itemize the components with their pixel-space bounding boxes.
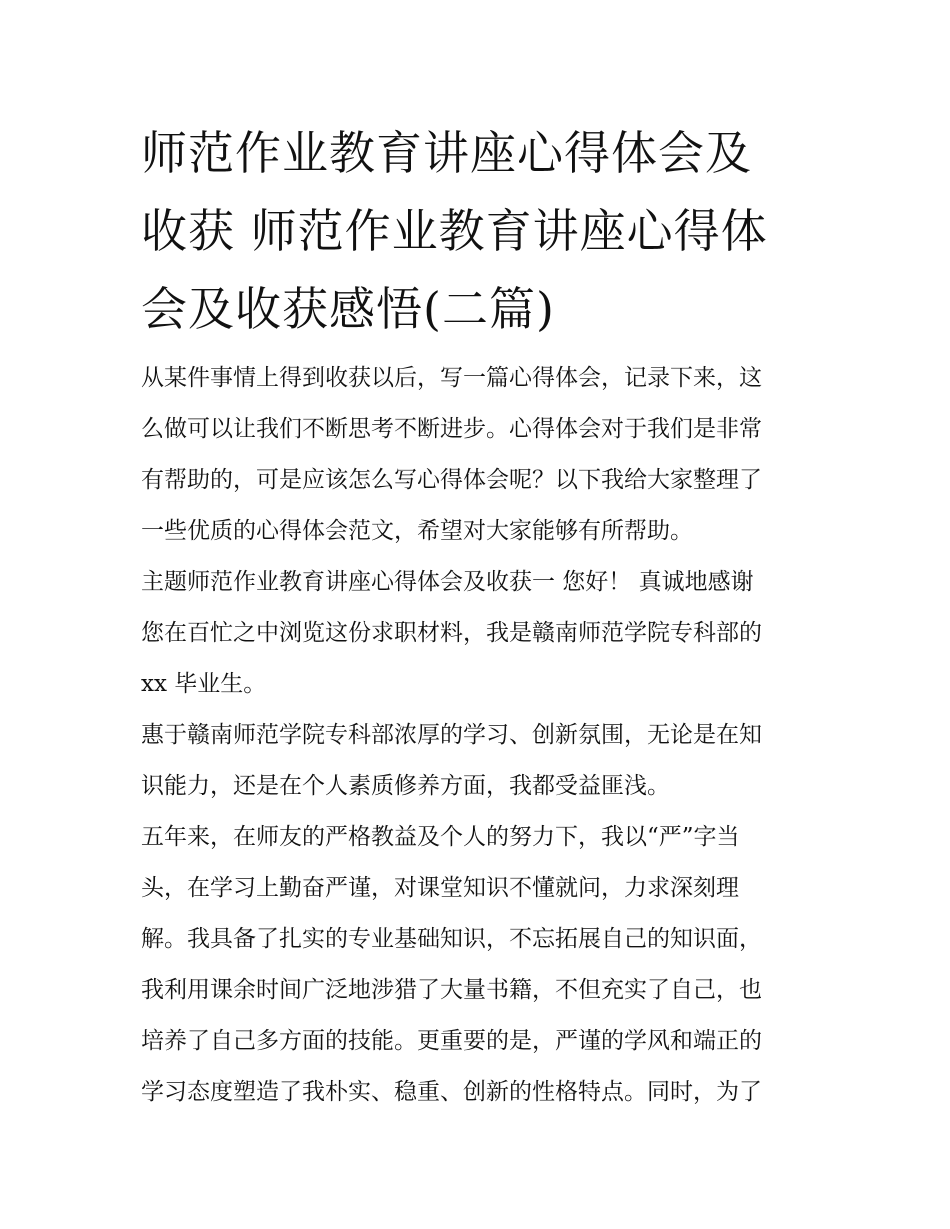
title-line: 师范作业教育讲座心得体会及 <box>141 126 752 180</box>
body-line: 我利用课余时间广泛地涉猎了大量书籍，不但充实了自己，也 <box>141 977 762 1003</box>
body-line: 惠于赣南师范学院专科部浓厚的学习、创新氛围，无论是在知 <box>141 722 762 748</box>
body-line: 从某件事情上得到收获以后，写一篇心得体会，记录下来，这 <box>141 365 762 391</box>
body-line: 学习态度塑造了我朴实、稳重、创新的性格特点。同时，为了 <box>141 1079 762 1105</box>
body-line: 五年来，在师友的严格教益及个人的努力下，我以“严”字当 <box>141 824 740 850</box>
body-line: 有帮助的，可是应该怎么写心得体会呢？以下我给大家整理了 <box>141 467 762 493</box>
title-line: 收获 师范作业教育讲座心得体 <box>141 204 768 258</box>
body-line: 头，在学习上勤奋严谨，对课堂知识不懂就问，力求深刻理 <box>141 875 739 901</box>
document-title <box>141 114 821 348</box>
body-line: 一些优质的心得体会范文，希望对大家能够有所帮助。 <box>141 518 693 544</box>
body-line: 您在百忙之中浏览这份求职材料，我是赣南师范学院专科部的 <box>141 620 762 646</box>
body-line: 培养了自己多方面的技能。更重要的是，严谨的学风和端正的 <box>141 1028 762 1054</box>
body-line: 么做可以让我们不断思考不断进步。心得体会对于我们是非常 <box>141 416 762 442</box>
body-line: 识能力，还是在个人素质修养方面，我都受益匪浅。 <box>141 773 670 799</box>
body-line: 主题师范作业教育讲座心得体会及收获一 您好！ 真诚地感谢 <box>141 569 754 595</box>
body-line: 解。我具备了扎实的专业基础知识，不忘拓展自己的知识面， <box>141 926 762 952</box>
title-line: 会及收获感悟(二篇) <box>141 282 555 336</box>
body-line: xx 毕业生。 <box>141 671 267 697</box>
